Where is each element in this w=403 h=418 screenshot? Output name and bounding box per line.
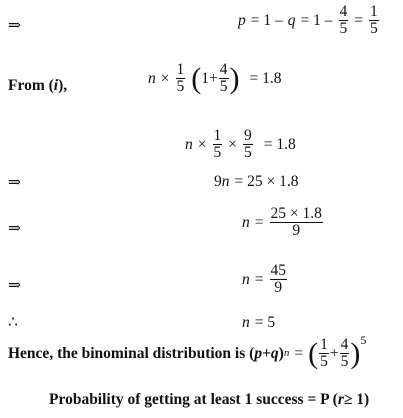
rhs: = 25 × 1.8 bbox=[234, 173, 299, 190]
eq: = bbox=[294, 345, 304, 363]
fraction-25x18-9 bbox=[270, 206, 323, 240]
therefore-symbol: ∴ bbox=[8, 314, 18, 331]
den: 9 bbox=[270, 279, 288, 296]
fraction-4-5 bbox=[339, 4, 349, 38]
times-sign-1: × bbox=[197, 136, 207, 154]
den: 5 bbox=[213, 144, 222, 162]
num: 1 bbox=[176, 61, 185, 78]
eq-text-1: = 1 – bbox=[250, 12, 283, 30]
fraction-1-5 bbox=[369, 4, 379, 38]
from-label bbox=[8, 78, 67, 94]
equation-p-value bbox=[238, 4, 380, 38]
eq: = bbox=[254, 271, 264, 289]
plus: + bbox=[262, 345, 271, 363]
open-paren: ( bbox=[308, 336, 319, 370]
den: 5 bbox=[176, 78, 185, 96]
equation-9n bbox=[214, 174, 298, 190]
equation-45-9 bbox=[242, 263, 288, 297]
den: 5 bbox=[340, 353, 349, 371]
num: 1 bbox=[320, 336, 328, 353]
var-q: q bbox=[287, 12, 296, 30]
var-p: p bbox=[238, 12, 246, 30]
var-n: n bbox=[221, 173, 230, 190]
fraction-4-5 bbox=[219, 62, 229, 96]
eq-text-2: = 1 – bbox=[300, 12, 333, 30]
rhs: = 1.8 bbox=[249, 70, 282, 88]
den: 5 bbox=[339, 20, 348, 38]
num: 4 bbox=[219, 61, 228, 78]
var-n: n bbox=[185, 136, 193, 154]
from-close: ), bbox=[58, 77, 68, 94]
var-n: n bbox=[148, 70, 156, 88]
eq-text-3: = bbox=[354, 12, 363, 30]
equation-n-5 bbox=[242, 315, 275, 331]
power-5: 5 bbox=[360, 332, 367, 347]
close: ) bbox=[278, 345, 284, 363]
coef-9: 9 bbox=[214, 173, 222, 190]
var-n: n bbox=[242, 271, 250, 289]
plus2: + bbox=[329, 345, 339, 363]
den: 5 bbox=[219, 78, 228, 96]
implies-symbol-1: ⇒ bbox=[8, 17, 21, 34]
implies-symbol-4: ⇒ bbox=[8, 277, 21, 294]
fraction-1-5 bbox=[213, 128, 223, 162]
times-sign: × bbox=[160, 70, 170, 88]
num: 1 bbox=[213, 127, 222, 144]
equation-simplified bbox=[185, 128, 296, 162]
den: 5 bbox=[370, 20, 378, 38]
fraction-9-5 bbox=[243, 128, 253, 162]
hence-text: Hence, the binominal distribution is ( bbox=[8, 345, 255, 363]
var-q: q bbox=[270, 345, 279, 363]
var-r: r bbox=[337, 391, 344, 408]
num: 4 bbox=[340, 336, 349, 353]
den: 9 bbox=[270, 222, 323, 239]
fraction-1-5 bbox=[176, 62, 186, 96]
probability-line bbox=[49, 392, 369, 408]
from-ref: i bbox=[53, 77, 59, 94]
equation-n-fraction bbox=[242, 206, 324, 240]
num: 4 bbox=[339, 3, 348, 20]
num: 1 bbox=[370, 3, 378, 20]
open-paren: ( bbox=[191, 61, 202, 95]
implies-symbol-2: ⇒ bbox=[8, 174, 21, 191]
fraction-45-9 bbox=[270, 263, 288, 297]
close-paren: ) bbox=[229, 61, 240, 95]
fraction-1-5 bbox=[319, 337, 329, 371]
var-p: p bbox=[254, 345, 263, 363]
fraction-4-5 bbox=[340, 337, 350, 371]
exp-n: n bbox=[283, 347, 290, 360]
var-n: n bbox=[242, 214, 250, 232]
from-text: From ( bbox=[8, 77, 54, 94]
num: 9 bbox=[244, 127, 252, 144]
equation-mean bbox=[148, 62, 282, 96]
close-paren: ) bbox=[350, 336, 361, 370]
times-sign-2: × bbox=[228, 136, 237, 154]
var-n: n bbox=[242, 314, 250, 331]
num: 45 bbox=[270, 262, 286, 279]
implies-symbol-3: ⇒ bbox=[8, 220, 21, 237]
den: 5 bbox=[244, 144, 252, 162]
rhs: = 5 bbox=[254, 314, 276, 331]
eq: = bbox=[254, 214, 264, 232]
binomial-distribution-line bbox=[8, 332, 367, 371]
den: 5 bbox=[320, 353, 328, 371]
rhs: = 1.8 bbox=[263, 136, 296, 154]
prob-rest: ≥ 1) bbox=[343, 391, 370, 408]
num: 25 × 1.8 bbox=[270, 205, 322, 222]
prob-text: Probability of getting at least 1 success = P ( bbox=[49, 391, 338, 408]
inner-one: 1+ bbox=[201, 70, 218, 88]
